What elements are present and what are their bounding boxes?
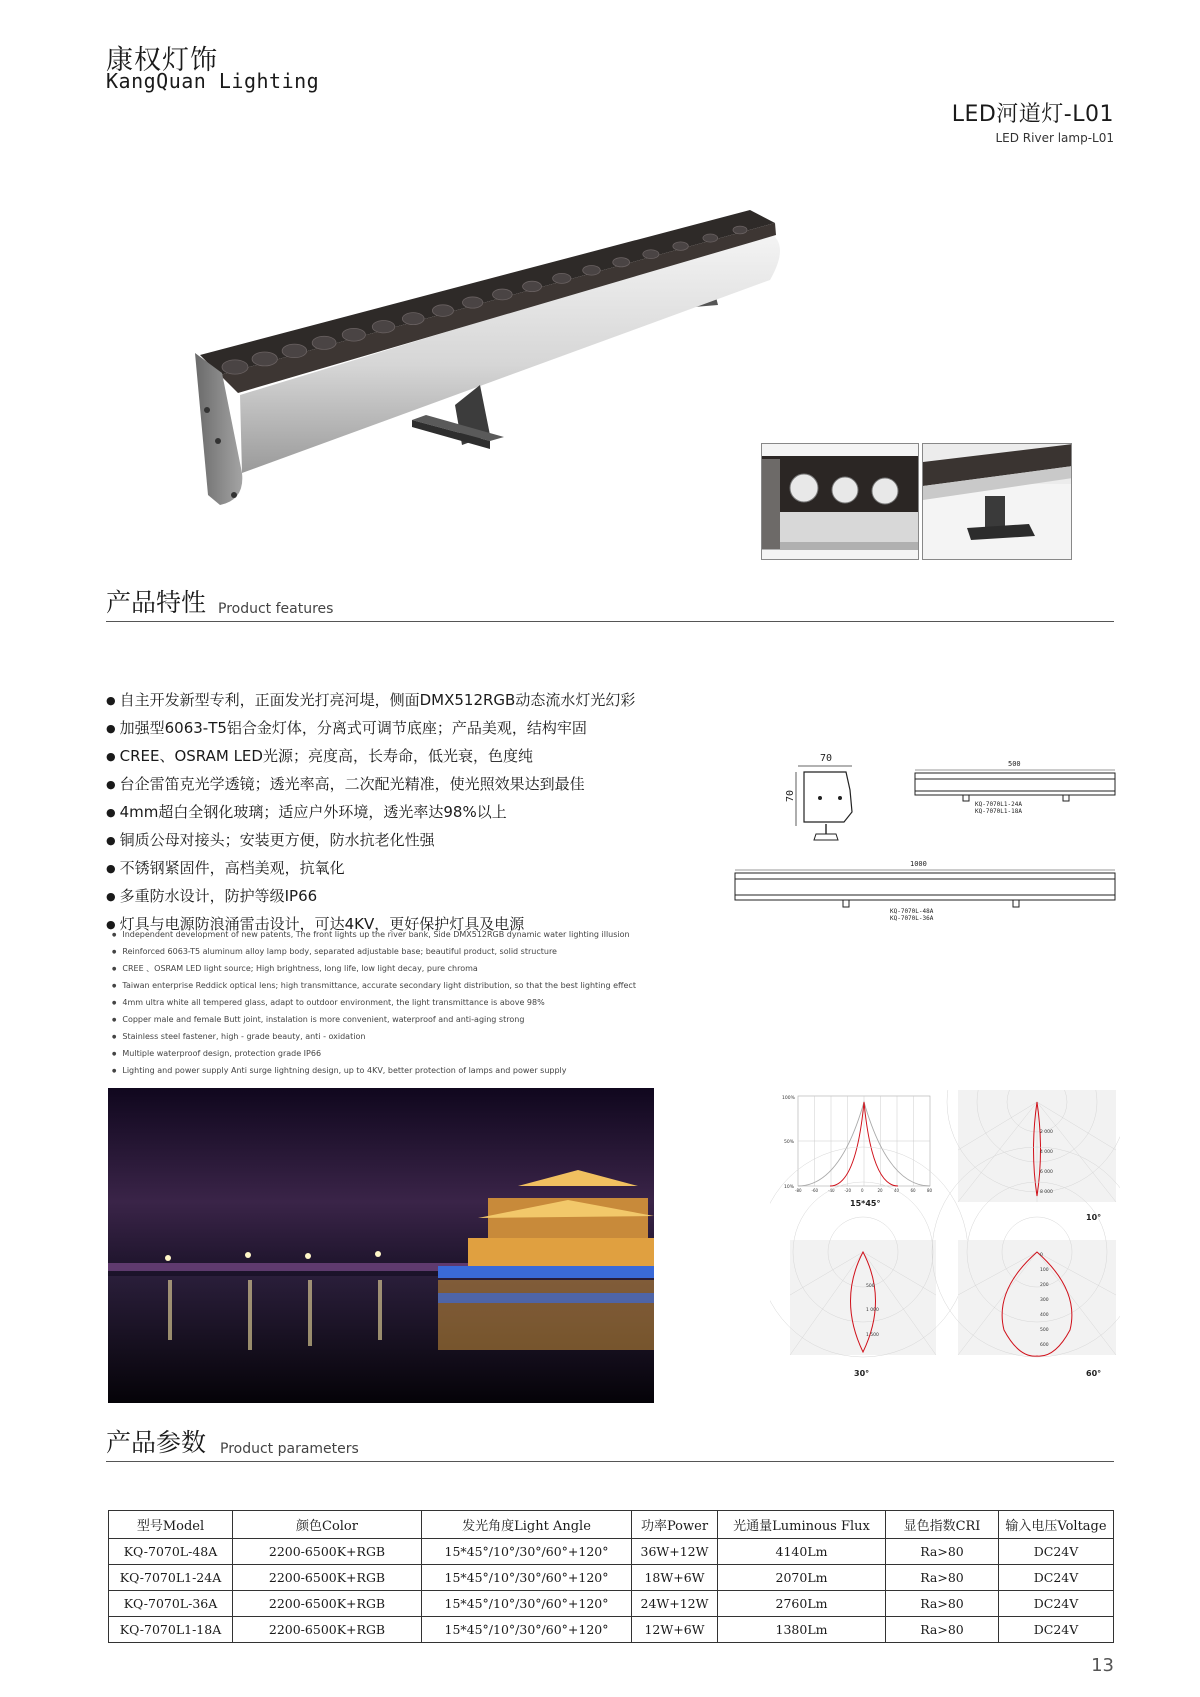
curve-xtick: -20 [844, 1188, 852, 1193]
cell-voltage: DC24V [999, 1565, 1114, 1591]
product-subtitle: LED River lamp-L01 [995, 131, 1114, 145]
feature-item: ● 加强型6063-T5铝合金灯体，分离式可调节底座；产品美观，结构牢固 [106, 715, 726, 743]
detail-photo-leds [761, 443, 919, 560]
led-lens [432, 305, 453, 317]
cell-power: 24W+12W [632, 1591, 718, 1617]
col-cri: 显色指数CRI [886, 1511, 999, 1539]
svg-text:600: 600 [1040, 1343, 1049, 1348]
light-curve-chart [782, 1095, 933, 1208]
dim-side-height: 70 [785, 789, 796, 802]
led-lens [643, 250, 659, 259]
cell-voltage: DC24V [999, 1617, 1114, 1643]
led-lens [402, 313, 424, 325]
cell-cri: Ra>80 [886, 1565, 999, 1591]
svg-text:300: 300 [1040, 1298, 1049, 1303]
dim-short-model-1: KQ-7070L1-24A [975, 801, 1022, 808]
led-lens [733, 226, 747, 234]
curve-ytick: 50% [784, 1140, 795, 1145]
table-row [109, 1591, 1114, 1617]
feature-item-en: ● Taiwan enterprise Reddick optical lens; high transmittance, accurate secondary light distribution, so that the best lighting effect [112, 978, 672, 995]
page-number: 13 [1091, 1655, 1114, 1676]
product-title: LED河道灯-L01 [951, 102, 1114, 127]
curve-ytick: 10% [784, 1185, 795, 1190]
curve-xtick: -40 [828, 1188, 835, 1193]
svg-text:8 000: 8 000 [1040, 1190, 1053, 1195]
polar-chart-10 [947, 1090, 1120, 1222]
curve-xtick: 20 [877, 1188, 883, 1193]
dimension-drawing [730, 750, 1120, 950]
detail-photo-bracket [922, 443, 1072, 560]
led-lens [462, 297, 482, 308]
dim-long-model-2: KQ-7070L-36A [890, 915, 934, 922]
svg-text:500: 500 [1040, 1328, 1049, 1333]
feature-item: ● 不锈钢紧固件，高档美观，抗氧化 [106, 855, 726, 883]
cell-power: 12W+6W [632, 1617, 718, 1643]
col-power: 功率Power [632, 1511, 718, 1539]
svg-text:4 000: 4 000 [1040, 1150, 1053, 1155]
led-lens [553, 273, 571, 283]
led-lens [613, 258, 630, 267]
cell-cri: Ra>80 [886, 1591, 999, 1617]
curve-xtick: -60 [811, 1188, 819, 1193]
table-row [109, 1617, 1114, 1643]
svg-text:0: 0 [1040, 1253, 1043, 1258]
curve-xtick: 80 [927, 1188, 933, 1193]
svg-text:200: 200 [1040, 1283, 1049, 1288]
night-river-scene-photo [108, 1088, 654, 1403]
cell-voltage: DC24V [999, 1591, 1114, 1617]
col-color: 颜色Color [233, 1511, 422, 1539]
cell-light-angle: 15*45°/10°/30°/60°+120° [422, 1539, 632, 1565]
cell-color: 2200-6500K+RGB [233, 1591, 422, 1617]
table-header-row [109, 1511, 1114, 1539]
feature-item: ● 4mm超白全钢化玻璃；适应户外环境，透光率达98%以上 [106, 799, 726, 827]
led-lens [583, 265, 601, 275]
cell-flux: 4140Lm [718, 1539, 886, 1565]
feature-item-en: ● Lighting and power supply Anti surge lightning design, up to 4KV, better protection of lamps and power supply [112, 1063, 672, 1080]
feature-item-en: ● CREE 、OSRAM LED light source; High brightness, long life, low light decay, pure chroma [112, 961, 672, 978]
cell-cri: Ra>80 [886, 1617, 999, 1643]
product-hero-image [190, 205, 860, 555]
led-lens [673, 242, 688, 250]
dim-short-model-2: KQ-7070L1-18A [975, 808, 1022, 815]
beam-angle-charts [770, 1090, 1120, 1420]
feature-item: ● CREE、OSRAM LED光源；亮度高，长寿命，低光衰，色度纯 [106, 743, 726, 771]
led-lens [222, 360, 248, 374]
brand-name-en: KangQuan Lighting [106, 69, 320, 93]
brand-name-cn: 康权灯饰 [106, 45, 218, 76]
cell-power: 18W+6W [632, 1565, 718, 1591]
led-lens [252, 352, 277, 366]
dim-long-model-1: KQ-7070L-48A [890, 908, 934, 915]
svg-text:2 000: 2 000 [1040, 1130, 1053, 1135]
cell-color: 2200-6500K+RGB [233, 1539, 422, 1565]
cell-power: 36W+12W [632, 1539, 718, 1565]
svg-text:1 500: 1 500 [866, 1333, 879, 1338]
cell-light-angle: 15*45°/10°/30°/60°+120° [422, 1565, 632, 1591]
cell-model: KQ-7070L-36A [109, 1591, 233, 1617]
cell-color: 2200-6500K+RGB [233, 1565, 422, 1591]
features-list-en [112, 927, 672, 1080]
features-title-cn: 产品特性 [106, 588, 207, 617]
cell-flux: 2760Lm [718, 1591, 886, 1617]
led-lens [523, 281, 542, 291]
feature-item: ● 台企雷笛克光学透镜；透光率高，二次配光精准，使光照效果达到最佳 [106, 771, 726, 799]
led-lens [372, 321, 394, 333]
feature-item-en: ● Reinforced 6063-T5 aluminum alloy lamp body, separated adjustable base; beautiful product, solid structure [112, 944, 672, 961]
cell-voltage: DC24V [999, 1539, 1114, 1565]
curve-xtick: 60 [910, 1188, 916, 1193]
label-10: 10° [1086, 1213, 1102, 1222]
curve-xtick: 0 [861, 1188, 864, 1193]
curve-ytick: 100% [782, 1096, 795, 1101]
cell-cri: Ra>80 [886, 1539, 999, 1565]
product-parameters-table [108, 1510, 1114, 1643]
feature-item: ● 自主开发新型专利，正面发光打亮河堤，侧面DMX512RGB动态流水灯光幻彩 [106, 687, 726, 715]
col-model: 型号Model [109, 1511, 233, 1539]
feature-item: ● 多重防水设计，防护等级IP66 [106, 883, 726, 911]
feature-item: ● 灯具与电源防浪涌雷击设计，可达4KV，更好保护灯具及电源 [106, 911, 726, 939]
led-lens [312, 336, 336, 349]
table-row [109, 1539, 1114, 1565]
cell-flux: 1380Lm [718, 1617, 886, 1643]
params-section-header [106, 1426, 1114, 1462]
curve-xtick: -80 [795, 1188, 802, 1193]
led-lens [703, 234, 718, 242]
feature-item-en: ● Independent development of new patents, The front lights up the river bank, Side DMX512RGB dynamic water lighting illusion [112, 927, 672, 944]
params-title-en: Product parameters [220, 1441, 359, 1457]
table-row [109, 1565, 1114, 1591]
svg-text:100: 100 [1040, 1268, 1049, 1273]
cell-light-angle: 15*45°/10°/30°/60°+120° [422, 1591, 632, 1617]
col-luminous-flux: 光通量Luminous Flux [718, 1511, 886, 1539]
features-title-en: Product features [218, 601, 334, 617]
svg-text:400: 400 [1040, 1313, 1049, 1318]
svg-text:500: 500 [866, 1284, 875, 1289]
label-60: 60° [1086, 1369, 1102, 1378]
led-lens [282, 344, 307, 358]
feature-item-en: ● Multiple waterproof design, protection grade IP66 [112, 1046, 672, 1063]
cell-model: KQ-7070L1-18A [109, 1617, 233, 1643]
led-lens [493, 289, 513, 300]
cell-light-angle: 15*45°/10°/30°/60°+120° [422, 1617, 632, 1643]
col-voltage: 输入电压Voltage [999, 1511, 1114, 1539]
label-15-45: 15*45° [850, 1199, 881, 1208]
led-lens [342, 328, 365, 341]
col-light-angle: 发光角度Light Angle [422, 1511, 632, 1539]
feature-item-en: ● 4mm ultra white all tempered glass, adapt to outdoor environment, the light transmittance is above 98% [112, 995, 672, 1012]
feature-item-en: ● Copper male and female Butt joint, instalation is more convenient, waterproof and anti-aging strong [112, 1012, 672, 1029]
dim-short-length: 500 [1008, 760, 1021, 768]
features-list-cn [106, 687, 726, 939]
cell-color: 2200-6500K+RGB [233, 1617, 422, 1643]
dim-side-width: 70 [820, 753, 833, 764]
features-section-header [106, 586, 1114, 622]
curve-xtick: 40 [894, 1188, 900, 1193]
params-title-cn: 产品参数 [106, 1428, 207, 1457]
svg-text:6 000: 6 000 [1040, 1170, 1053, 1175]
feature-item: ● 铜质公母对接头；安装更方便，防水抗老化性强 [106, 827, 726, 855]
cell-model: KQ-7070L1-24A [109, 1565, 233, 1591]
feature-item-en: ● Stainless steel fastener, high - grade beauty, anti - oxidation [112, 1029, 672, 1046]
svg-text:1 000: 1 000 [866, 1308, 879, 1313]
label-30: 30° [854, 1369, 870, 1378]
cell-model: KQ-7070L-48A [109, 1539, 233, 1565]
cell-flux: 2070Lm [718, 1565, 886, 1591]
dim-long-length: 1000 [910, 860, 927, 868]
